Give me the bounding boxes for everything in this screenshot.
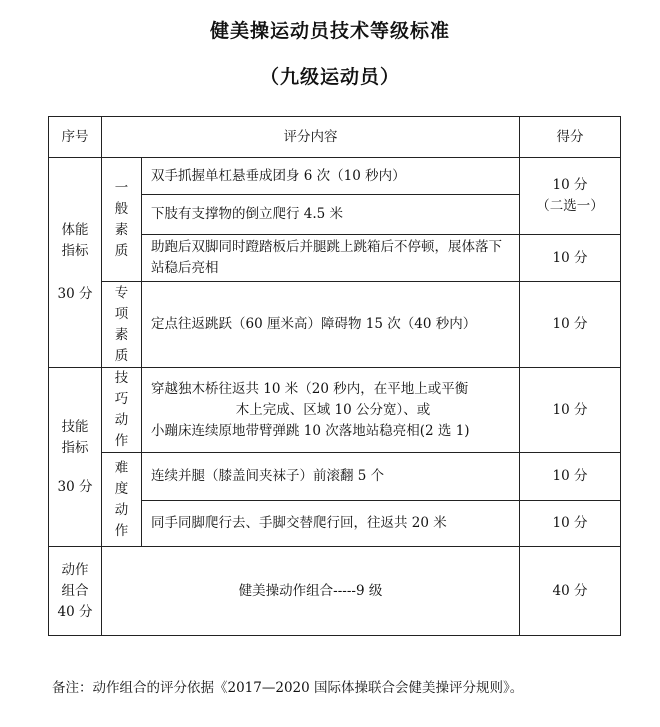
physical-group-points: 30 分 — [57, 286, 93, 302]
physical-group-cell — [49, 158, 102, 368]
header-score: 得分 — [520, 117, 621, 158]
header-no: 序号 — [49, 117, 102, 158]
physical-item-4: 定点往返跳跃（60 厘米高）障碍物 15 次（40 秒内） — [142, 282, 520, 368]
table-row — [49, 547, 621, 636]
technical-group-line2: 指标 — [61, 439, 89, 456]
table-row — [49, 368, 621, 453]
page-subtitle: （九级运动员） — [259, 66, 400, 88]
general-quality-label: 一 般 素 质 — [102, 158, 142, 282]
table-row — [49, 282, 621, 368]
combo-score: 40 分 — [520, 547, 621, 636]
page-title: 健美操运动员技术等级标准 — [209, 20, 450, 42]
physical-group-line2: 指标 — [61, 243, 89, 259]
technical-score-3: 10 分 — [520, 501, 621, 547]
technical-group-line1: 技能 — [61, 418, 89, 435]
skill-action-label: 技 巧 动 作 — [102, 368, 142, 453]
technical-group-points: 30 分 — [57, 478, 93, 495]
technical-item-1: 穿越独木桥往返共 10 米（20 秒内，在平地上或平衡 木上完成、区域 10 公分宽）、或 小蹦床连续原地带臂弹跳 10 次落地站稳亮相(2 选 1) — [142, 368, 520, 453]
technical-item-2: 连续并腿（膝盖间夹袜子）前滚翻 5 个 — [142, 453, 520, 501]
table-row — [49, 158, 621, 195]
technical-item-3: 同手同脚爬行去、手脚交替爬行回，往返共 20 米 — [142, 501, 520, 547]
difficulty-action-label: 难 度 动 作 — [102, 453, 142, 547]
header-content: 评分内容 — [102, 117, 520, 158]
technical-score-2: 10 分 — [520, 453, 621, 501]
combo-label-cell: 动作 组合 40 分 — [49, 547, 102, 636]
standards-table — [48, 116, 621, 636]
special-quality-label: 专 项 素 质 — [102, 282, 142, 368]
technical-group-cell — [49, 368, 102, 547]
footnote: 备注：动作组合的评分依据《2017—2020 国际体操联合会健美操评分规则》。 — [52, 680, 524, 696]
table-row — [49, 453, 621, 501]
physical-score-3: 10 分 — [520, 282, 621, 368]
technical-score-1: 10 分 — [520, 368, 621, 453]
physical-score-2: 10 分 — [520, 235, 621, 282]
physical-item-1: 双手抓握单杠悬垂成团身 6 次（10 秒内） — [142, 158, 520, 195]
physical-score-1: 10 分 （二选一） — [520, 158, 621, 235]
physical-item-2: 下肢有支撑物的倒立爬行 4.5 米 — [142, 195, 520, 235]
physical-group-line1: 体能 — [61, 222, 89, 238]
combo-content: 健美操动作组合-----9 级 — [102, 547, 520, 636]
table-header-row — [49, 117, 621, 158]
physical-item-3: 助跑后双脚同时蹬踏板后并腿跳上跳箱后不停顿，展体落下站稳后亮相 — [142, 235, 520, 282]
